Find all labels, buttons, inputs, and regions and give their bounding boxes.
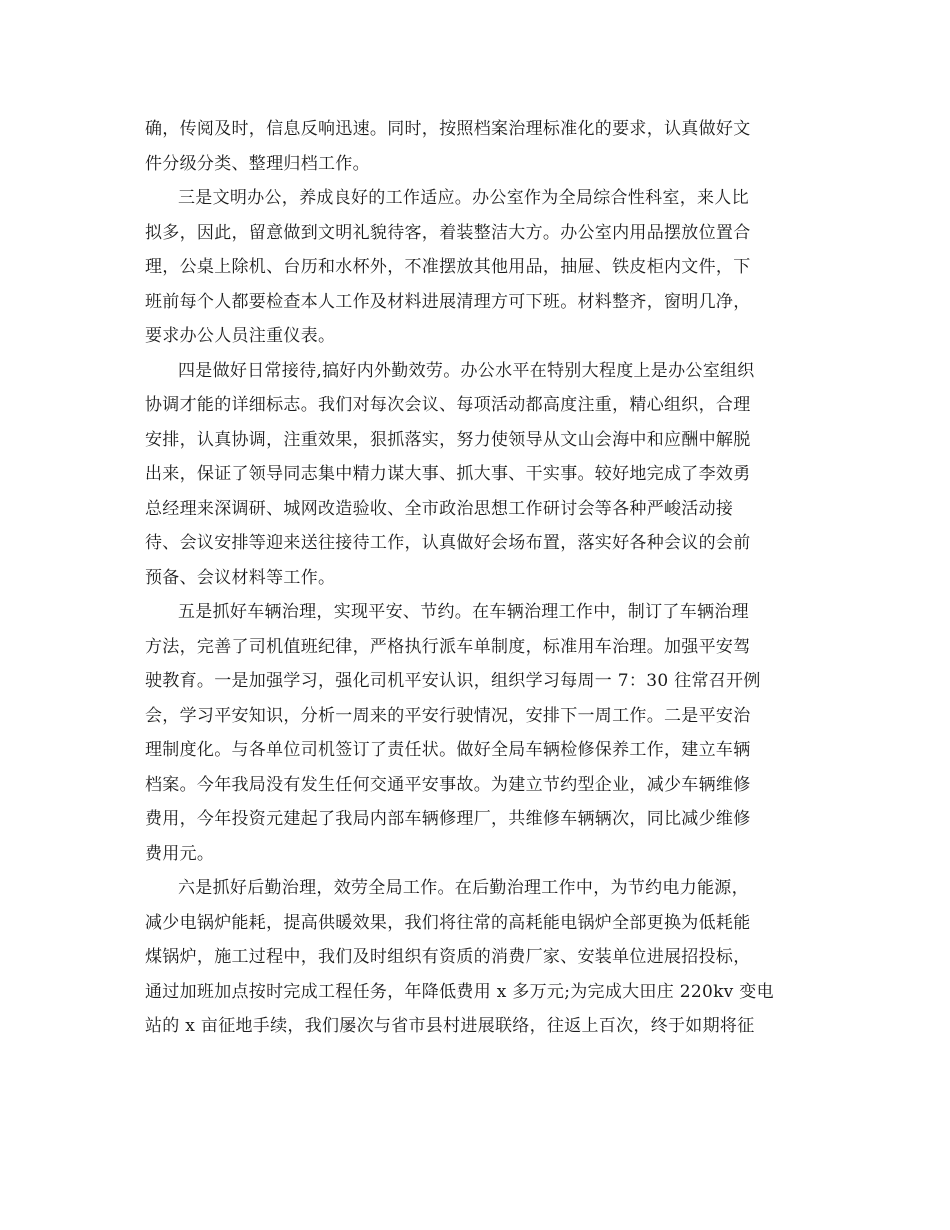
text-line: 出来，保证了领导同志集中精力谋大事、抓大事、干实事。较好地完成了李效勇	[145, 464, 751, 484]
text-line: 煤锅炉，施工过程中，我们及时组织有资质的消费厂家、安装单位进展招投标，	[145, 947, 751, 967]
text-line: 费用，今年投资元建起了我局内部车辆修理厂，共维修车辆辆次，同比减少维修	[145, 809, 751, 829]
text-line: 件分级分类、整理归档工作。	[145, 153, 370, 174]
document-body	[145, 112, 805, 1044]
text-line: 减少电锅炉能耗，提高供暖效果，我们将往常的高耗能电锅炉全部更换为低耗能	[145, 912, 751, 933]
paragraph-start-line: 四是做好日常接待,搞好内外勤效劳。办公水平在特别大程度上是办公室组织	[178, 360, 755, 381]
text-line: 预备、会议材料等工作。	[145, 567, 336, 588]
text-line: 费用元。	[145, 843, 215, 864]
text-line: 档案。今年我局没有发生任何交通平安事故。为建立节约型企业，减少车辆维修	[145, 774, 751, 795]
text-line: 理制度化。与各单位司机签订了责任状。做好全局车辆检修保养工作，建立车辆	[145, 740, 751, 760]
text-line: 会，学习平安知识，分析一周来的平安行驶情况，安排下一周工作。二是平安治	[145, 705, 751, 726]
text-line: 班前每个人都要检查本人工作及材料进展清理方可下班。材料整齐，窗明几净，	[145, 291, 751, 312]
text-line: 理，公桌上除机、台历和水杯外，不准摆放其他用品，抽屉、铁皮柜内文件，下	[145, 257, 751, 277]
text-line: 站的 x 亩征地手续，我们屡次与省市县村进展联络，往返上百次，终于如期将征	[145, 1016, 755, 1036]
text-line: 通过加班加点按时完成工程任务，年降低费用 x 多万元;为完成大田庄 220kv 变电	[145, 981, 774, 1002]
text-line: 要求办公人员注重仪表。	[145, 326, 336, 346]
text-line: 安排，认真协调，注重效果，狠抓落实，努力使领导从文山会海中和应酬中解脱	[145, 429, 751, 450]
paragraph-start-line: 五是抓好车辆治理，实现平安、节约。在车辆治理工作中，制订了车辆治理	[178, 602, 749, 622]
text-line: 方法，完善了司机值班纪律，严格执行派车单制度，标准用车治理。加强平安驾	[145, 636, 751, 657]
paragraph-start-line: 三是文明办公，养成良好的工作适应。办公室作为全局综合性科室，来人比	[178, 188, 749, 208]
text-line: 拟多，因此，留意做到文明礼貌待客，着装整洁大方。办公室内用品摆放位置合	[145, 222, 751, 243]
text-line: 确，传阅及时，信息反响迅速。同时，按照档案治理标准化的要求，认真做好文	[145, 119, 751, 139]
text-line: 总经理来深调研、城网改造验收、全市政治思想工作研讨会等各种严峻活动接	[145, 498, 734, 519]
text-line: 待、会议安排等迎来送往接待工作，认真做好会场布置，落实好各种会议的会前	[145, 533, 751, 553]
text-line: 协调才能的详细标志。我们对每次会议、每项活动都高度注重，精心组织，合理	[145, 395, 751, 415]
text-line: 驶教育。一是加强学习，强化司机平安认识，组织学习每周一 7：30 往常召开例	[145, 671, 761, 691]
paragraph-start-line: 六是抓好后勤治理，效劳全局工作。在后勤治理工作中，为节约电力能源，	[178, 878, 749, 898]
